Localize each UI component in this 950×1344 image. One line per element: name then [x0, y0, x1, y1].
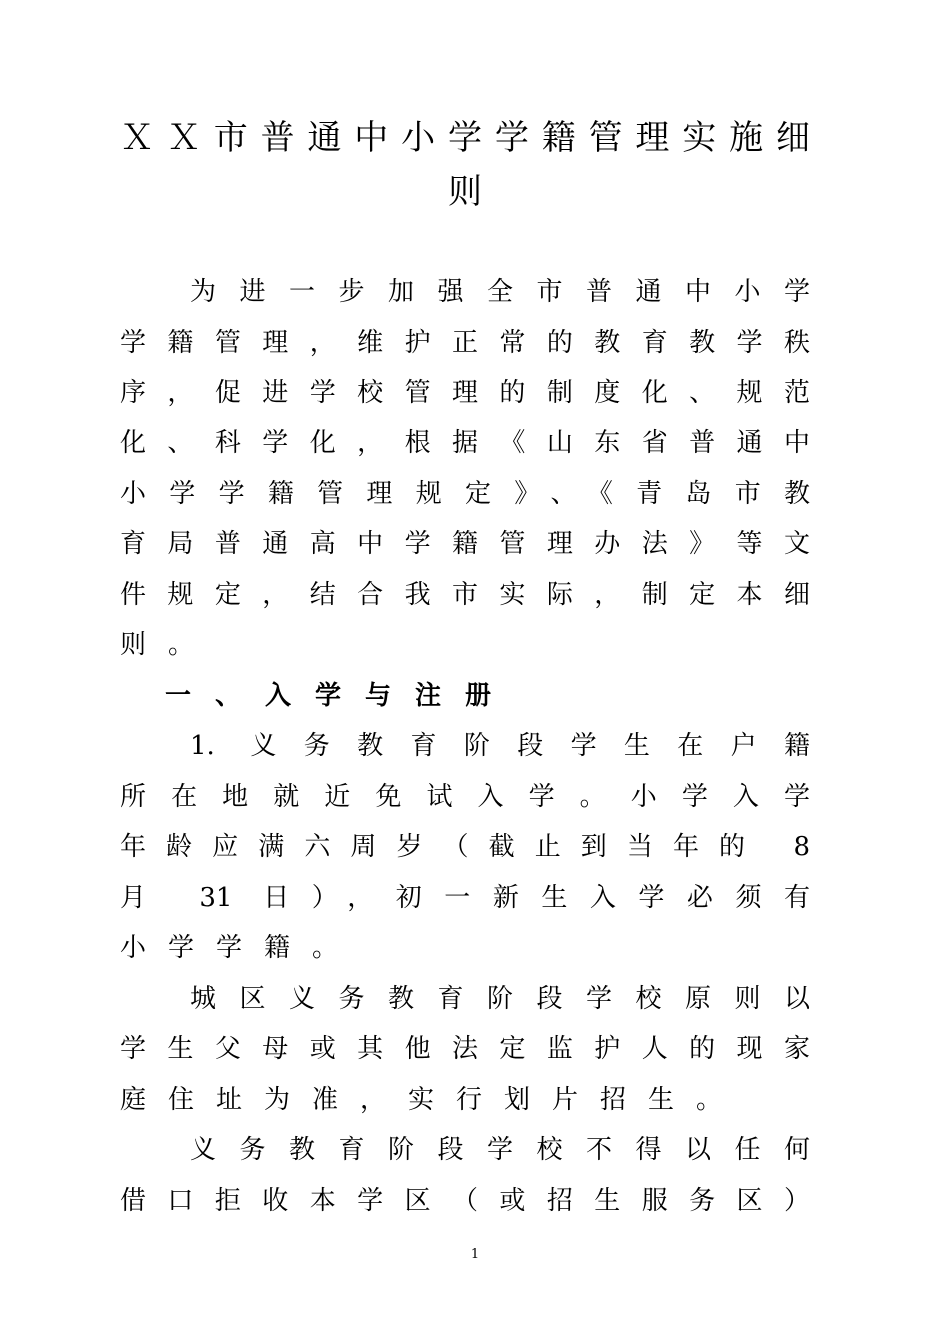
paragraph-line: 学生父母或其他法定监护人的现家 [120, 1034, 810, 1064]
paragraph-line: 月 31 日），初一新生入学必须有 [120, 883, 810, 913]
paragraph-line: 小学学籍管理规定》、《青岛市教 [120, 479, 810, 509]
paragraph-line: 件规定，结合我市实际，制定本细 [120, 580, 810, 610]
paragraph-line: 学籍管理，维护正常的教育教学秩 [120, 328, 810, 358]
paragraph-line: 育局普通高中学籍管理办法》等文 [120, 529, 810, 559]
section-heading: 一、入学与注册 [165, 681, 516, 711]
paragraph-line: 小学学籍。 [120, 933, 361, 963]
paragraph-line: 则。 [120, 630, 217, 660]
paragraph-line: 借口拒收本学区（或招生服务区） [120, 1186, 810, 1216]
paragraph-line: 1. 义务教育阶段学生在户籍 [190, 731, 810, 761]
paragraph-line: 序，促进学校管理的制度化、规范 [120, 378, 810, 408]
paragraph-line: 庭住址为准，实行划片招生。 [120, 1085, 745, 1115]
paragraph-line: 义务教育阶段学校不得以任何 [190, 1135, 810, 1165]
paragraph-line: 所在地就近免试入学。小学入学 [120, 782, 810, 812]
paragraph-line: 年龄应满六周岁（截止到当年的 8 [120, 832, 810, 862]
document-title-line-1: ＸＸ市普通中小学学籍管理实施细 [120, 118, 810, 158]
paragraph-line: 为进一步加强全市普通中小学 [190, 277, 810, 307]
paragraph-line: 城区义务教育阶段学校原则以 [190, 984, 810, 1014]
page-number: 1 [470, 1247, 480, 1262]
document-title-line-2: 则 [448, 172, 482, 212]
paragraph-line: 化、科学化，根据《山东省普通中 [120, 428, 810, 458]
